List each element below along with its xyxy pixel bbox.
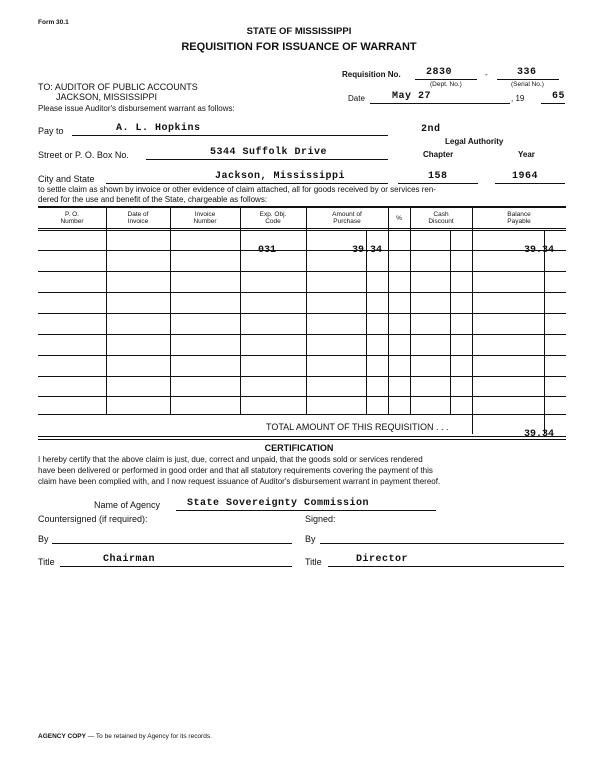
instruction-text: Please issue Auditor's disbursement warrant as follows: [38, 104, 235, 113]
header-po-number: P. O. Number [60, 211, 84, 225]
by-left-label: By [38, 534, 49, 544]
settle-text-1: to settle claim as shown by invoice or other evidence of claim attached, all for goods received by or services ren- [38, 185, 436, 194]
signed-label: Signed: [305, 514, 336, 524]
by-right-label: By [305, 534, 316, 544]
chapter-label: Chapter [423, 150, 454, 159]
title-left-label: Title [38, 557, 55, 567]
date-label: Date [348, 94, 365, 103]
dept-caption: (Dept. No.) [430, 81, 462, 88]
street-value: 5344 Suffolk Drive [210, 147, 328, 158]
page-title: REQUISITION FOR ISSUANCE OF WARRANT [181, 41, 417, 53]
pay-to-label: Pay to [38, 126, 64, 136]
header-amount: Amount of Purchase [332, 211, 362, 225]
row-exp-code: 031 [258, 245, 277, 256]
agency-copy-text: — To be retained by Agency for its records. [85, 733, 212, 740]
settle-text-2: dered for the use and benefit of the State, chargeable as follows: [38, 195, 268, 204]
to-line-2: JACKSON, MISSISSIPPI [56, 92, 158, 102]
city-label: City and State [38, 174, 95, 184]
header-invoice-number: Invoice Number [193, 211, 217, 225]
total-value: 39.34 [523, 429, 554, 440]
serial-caption: (Serial No.) [511, 81, 544, 88]
pay-to-value: A. L. Hopkins [116, 123, 201, 134]
certification-line-1: I hereby certify that the above claim is just, due, correct and unpaid, that the goods sold or services rendered [38, 455, 423, 464]
dept-number: 2830 [426, 67, 453, 78]
certification-line-3: claim have been complied with, and I now request issuance of Auditor's disbursement warrant in payment thereof. [38, 477, 441, 486]
header-cash-discount: Cash Discount [428, 211, 454, 225]
year-value: 65 [552, 91, 566, 102]
authority-year: 1964 [512, 171, 539, 182]
certification-heading: CERTIFICATION [264, 443, 334, 453]
header-balance: Balance Payable [507, 211, 531, 225]
certification-line-2: have been delivered or performed in good order and that all statutory requirements covering the payment of this [38, 466, 433, 475]
countersigned-label: Countersigned (if required): [38, 514, 148, 524]
agency-copy-label: AGENCY COPY [38, 733, 86, 740]
requisition-label: Requisition No. [342, 70, 401, 79]
to-line-1: TO: AUDITOR OF PUBLIC ACCOUNTS [38, 82, 198, 92]
year-label: Year [518, 150, 535, 159]
row-balance: 39.34 [523, 245, 554, 256]
row-amount: 39.34 [351, 245, 382, 256]
city-value: Jackson, Mississippi [215, 171, 346, 182]
state-heading: STATE OF MISSISSIPPI [246, 26, 352, 37]
agency-name-value: State Sovereignty Commission [187, 498, 370, 509]
footer-note [38, 733, 212, 740]
legal-authority-label: Legal Authority [445, 137, 504, 146]
form-number: Form 30.1 [38, 19, 69, 26]
header-exp-code: Exp. Obj. Code [259, 211, 287, 225]
title-right-label: Title [305, 557, 322, 567]
title-left-value: Chairman [103, 554, 156, 565]
header-date-invoice: Date of Invoice [127, 211, 149, 225]
date-value: May 27 [392, 91, 432, 102]
serial-number: 336 [517, 67, 537, 78]
year-prefix: , 19 [511, 94, 525, 103]
agency-name-label: Name of Agency [94, 500, 161, 510]
total-label: TOTAL AMOUNT OF THIS REQUISITION . . . [266, 422, 449, 432]
street-label: Street or P. O. Box No. [38, 150, 129, 160]
title-right-value: Director [356, 554, 409, 565]
chapter-value: 2nd [421, 124, 441, 135]
chapter-number: 158 [428, 171, 448, 182]
header-percent: % [396, 215, 402, 222]
